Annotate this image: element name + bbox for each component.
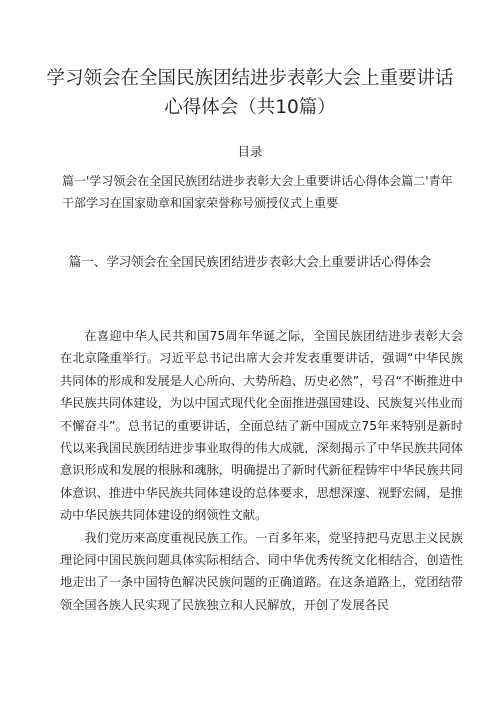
paragraph: 我们党历来高度重视民族工作。一百多年来，党坚持把马克思主义民族理论同中国民族问题具体实际相结合、同中华优秀传统文化相结合，创造性地走出了一条中国特色解决民族问题的正确道路。在这条道路上，党团结带领全国各族人民实现了民族独立和人民解放，开创了发展各民 [60, 530, 463, 612]
section-heading: 篇一、学习领会在全国民族团结进步表彰大会上重要讲话心得体会 [68, 254, 432, 269]
paragraph: 在喜迎中华人民共和国75周年华诞之际，全国民族团结进步表彰大会在北京隆重举行。习近平总书记出席大会并发表重要讲话，强调“中华民族共同体的形成和发展是人心所向、大势所趋、历史必然”，号召“不断推进中华民族共同体建设，为以中国式现代化全面推进强国建设、民族复兴伟业而不懈奋斗”。总书记的重要讲话，全面总结了新中国成立75年来特别是新时代以来我国民族团结进步事业取得的伟大成就，深刻揭示了中华民族共同体意识形成和发展的根脉和魂脉，明确提出了新时代新征程铸牢中华民族共同体意识、推进中华民族共同体建设的总体要求，思想深邃、视野宏阔，是推动中华民族共同体建设的纲领性文献。 [60, 329, 463, 523]
document-title: 学习领会在全国民族团结进步表彰大会上重要讲话心得体会（共10篇） [46, 68, 454, 118]
body-text [60, 325, 463, 616]
toc-heading: 目录 [237, 144, 263, 159]
toc-entry[interactable]: 篇一'学习领会在全国民族团结进步表彰大会上重要讲话心得体会篇二'青年干部学习在国家勋章和国家荣誉称号颁授仪式上重要 [62, 174, 453, 210]
